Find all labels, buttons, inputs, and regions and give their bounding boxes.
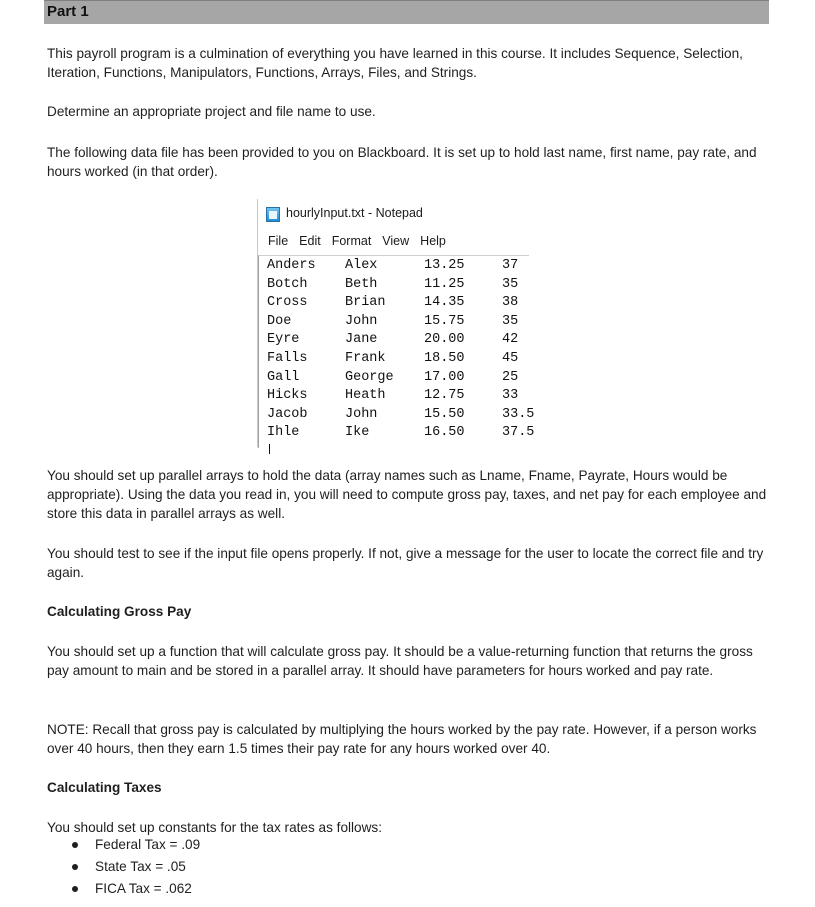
gross-pay-heading: Calculating Gross Pay	[47, 604, 192, 619]
menu-format[interactable]: Format	[331, 234, 372, 248]
pay-rate: 18.50	[424, 351, 465, 366]
parallel-arrays-paragraph: You should set up parallel arrays to hold the data (array names such as Lname, Fname, Payrate, Hours would be appropriate). Using the data you read in, you will need to compute gross pay, taxes, and net pay for each employee and store this data in parallel arrays as well.	[47, 468, 767, 522]
hours-worked: 35	[502, 313, 519, 329]
first-name: John	[345, 313, 378, 329]
hours-worked: 35	[502, 276, 519, 292]
menu-view[interactable]: View	[382, 234, 410, 248]
first-name: John	[345, 406, 378, 422]
hours-worked: 38	[502, 295, 519, 311]
first-name: Alex	[345, 258, 378, 273]
datafile-paragraph: The following data file has been provided to you on Blackboard. It is set up to hold last name, first name, pay rate, and hours worked (in that order).	[47, 145, 757, 180]
tax-rate-list	[47, 834, 200, 900]
first-name: Jane	[345, 332, 378, 348]
menu-file[interactable]: File	[268, 234, 289, 248]
last-name: Ihle	[267, 425, 300, 441]
pay-rate: 16.50	[424, 425, 465, 441]
last-name: Gall	[267, 369, 300, 385]
list-item: Federal Tax = .09	[47, 834, 200, 856]
hours-worked: 37.5	[502, 425, 535, 441]
first-name: Heath	[345, 388, 386, 404]
pay-rate: 20.00	[424, 332, 465, 348]
text-caret	[269, 444, 270, 454]
last-name: Cross	[267, 295, 308, 311]
last-name: Botch	[267, 276, 308, 292]
notepad-menu-bar	[268, 234, 457, 248]
pay-rate: 15.50	[424, 406, 465, 422]
list-item: State Tax = .05	[47, 856, 200, 878]
gross-pay-paragraph: You should set up a function that will calculate gross pay. It should be a value-returning function that returns the gross pay amount to main and be stored in a parallel array. It should have parameters for hours worked and pay rate.	[47, 644, 753, 679]
first-name: Ike	[345, 425, 370, 441]
first-name: Frank	[345, 351, 386, 366]
section-title: Part 1	[47, 3, 89, 20]
first-name: Beth	[345, 276, 378, 292]
last-name: Anders	[267, 258, 316, 273]
constants-paragraph: You should set up constants for the tax rates as follows:	[47, 820, 383, 835]
hours-worked: 33.5	[502, 406, 535, 422]
menu-edit[interactable]: Edit	[299, 234, 321, 248]
hours-worked: 33	[502, 388, 519, 404]
first-name: Brian	[345, 295, 386, 311]
taxes-heading: Calculating Taxes	[47, 780, 162, 795]
last-name: Jacob	[267, 406, 308, 422]
pay-rate: 11.25	[424, 276, 465, 292]
hours-worked: 42	[502, 332, 519, 348]
notepad-icon	[266, 207, 280, 222]
notepad-title: hourlyInput.txt - Notepad	[286, 206, 423, 220]
pay-rate: 12.75	[424, 388, 465, 404]
hours-worked: 37	[502, 258, 519, 273]
pay-rate: 17.00	[424, 369, 465, 385]
pay-rate: 14.35	[424, 295, 465, 311]
last-name: Doe	[267, 313, 292, 329]
intro-paragraph: This payroll program is a culmination of everything you have learned in this course. It includes Sequence, Selection, Iteration, Functions, Manipulators, Functions, Arrays, Files, and Strings.	[47, 46, 743, 81]
pay-rate: 13.25	[424, 258, 465, 273]
last-name: Falls	[267, 351, 308, 366]
menu-help[interactable]: Help	[420, 234, 446, 248]
last-name: Eyre	[267, 332, 300, 348]
test-file-paragraph: You should test to see if the input file opens properly. If not, give a message for the user to locate the correct file and try again.	[47, 546, 764, 581]
note-paragraph: NOTE: Recall that gross pay is calculated by multiplying the hours worked by the pay rate. However, if a person works over 40 hours, then they earn 1.5 times their pay rate for any hours worked over 40.	[47, 722, 757, 757]
hours-worked: 25	[502, 369, 519, 385]
notepad-screenshot	[257, 199, 535, 447]
notepad-title-bar	[266, 206, 526, 224]
section-header	[44, 0, 769, 24]
pay-rate: 15.75	[424, 313, 465, 329]
notepad-text-area[interactable]	[258, 255, 535, 448]
hours-worked: 45	[502, 351, 519, 366]
first-name: George	[345, 369, 394, 385]
determine-paragraph: Determine an appropriate project and file name to use.	[47, 104, 376, 119]
list-item: FICA Tax = .062	[47, 878, 200, 900]
last-name: Hicks	[267, 388, 308, 404]
